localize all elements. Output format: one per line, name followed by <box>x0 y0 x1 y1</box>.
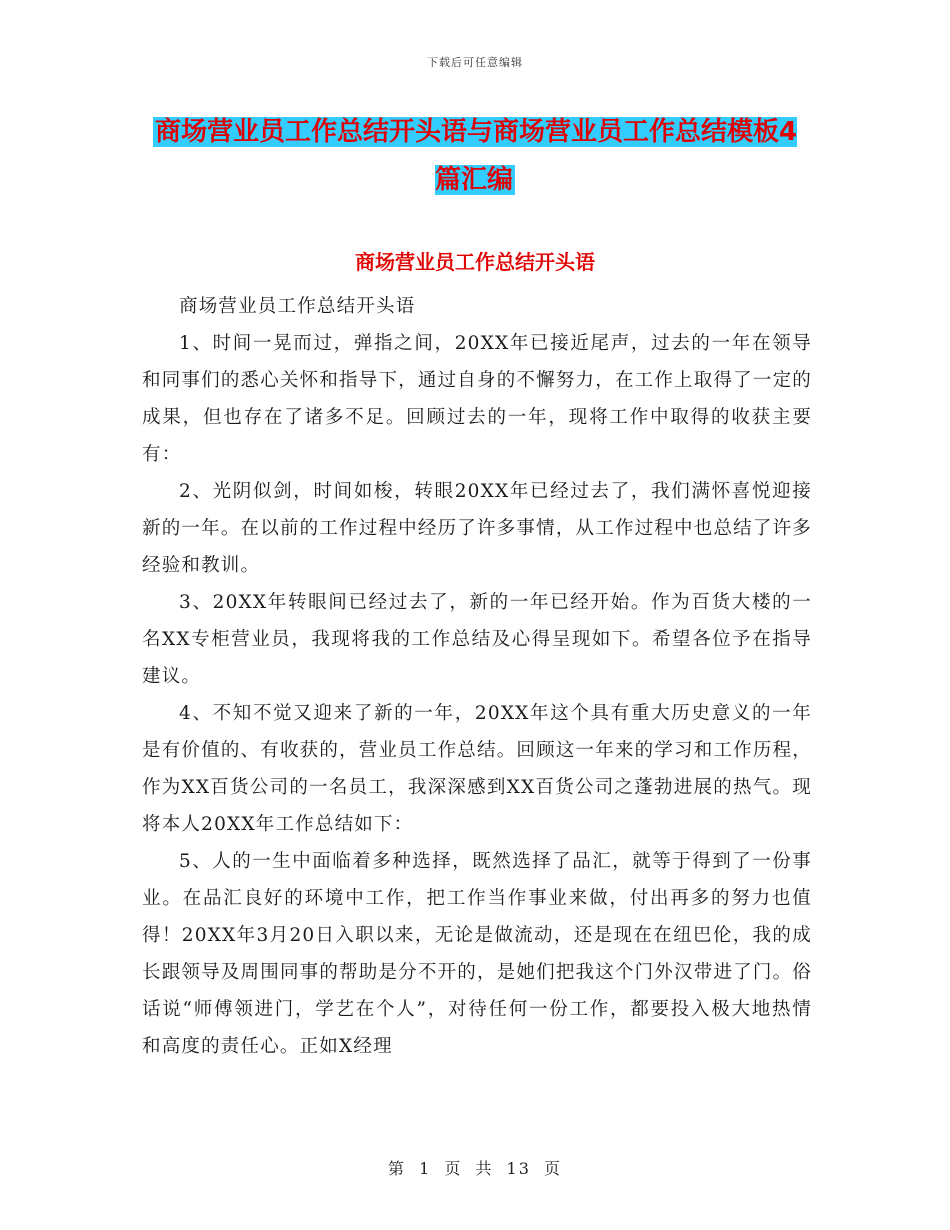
body-paragraph: 1、时间一晃而过，弹指之间，20XX年已接近尾声，过去的一年在领导和同事们的悉心关怀和指导下，通过自身的不懈努力，在工作上取得了一定的成果，但也存在了诸多不足。回顾过去的一年，现将工作中取得的收获主要有： <box>142 333 812 465</box>
body-paragraph: 2、光阴似剑，时间如梭，转眼20XX年已经过去了，我们满怀喜悦迎接新的一年。在以前的工作过程中经历了许多事情，从工作过程中也总结了许多经验和教训。 <box>142 481 812 576</box>
body-paragraph: 4、不知不觉又迎来了新的一年，20XX年这个具有重大历史意义的一年是有价值的、有收获的，营业员工作总结。回顾这一年来的学习和工作历程，作为XX百货公司的一名员工，我深深感到XX百货公司之蓬勃进展的热气。现将本人20XX年工作总结如下： <box>142 703 812 835</box>
body-paragraph: 5、人的一生中面临着多种选择，既然选择了品汇，就等于得到了一份事业。在品汇良好的环境中工作，把工作当作事业来做，付出再多的努力也值得！20XX年3月20日入职以来，无论是做流动，还是现在在纽巴伦，我的成长跟领导及周围同事的帮助是分不开的，是她们把我这个门外汉带进了门。俗话说“师傅领进门，学艺在个人”，对待任何一份工作，都要投入极大地热情和高度的责任心。正如X经理 <box>142 851 812 1057</box>
body-paragraph: 商场营业员工作总结开头语 <box>179 296 416 317</box>
body-paragraph: 3、20XX年转眼间已经过去了，新的一年已经开始。作为百货大楼的一名XX专柜营业员，我现将我的工作总结及心得呈现如下。希望各位予在指导建议。 <box>142 592 812 687</box>
header-note: 下载后可任意编辑 <box>427 56 523 69</box>
page-number-footer: 第 1 页 共 13 页 <box>388 1159 562 1178</box>
document-body <box>142 288 812 1065</box>
document-title-text: 商场营业员工作总结开头语与商场营业员工作总结模板4篇汇编 <box>154 117 798 195</box>
document-title <box>140 108 810 204</box>
section-heading: 商场营业员工作总结开头语 <box>355 250 595 274</box>
